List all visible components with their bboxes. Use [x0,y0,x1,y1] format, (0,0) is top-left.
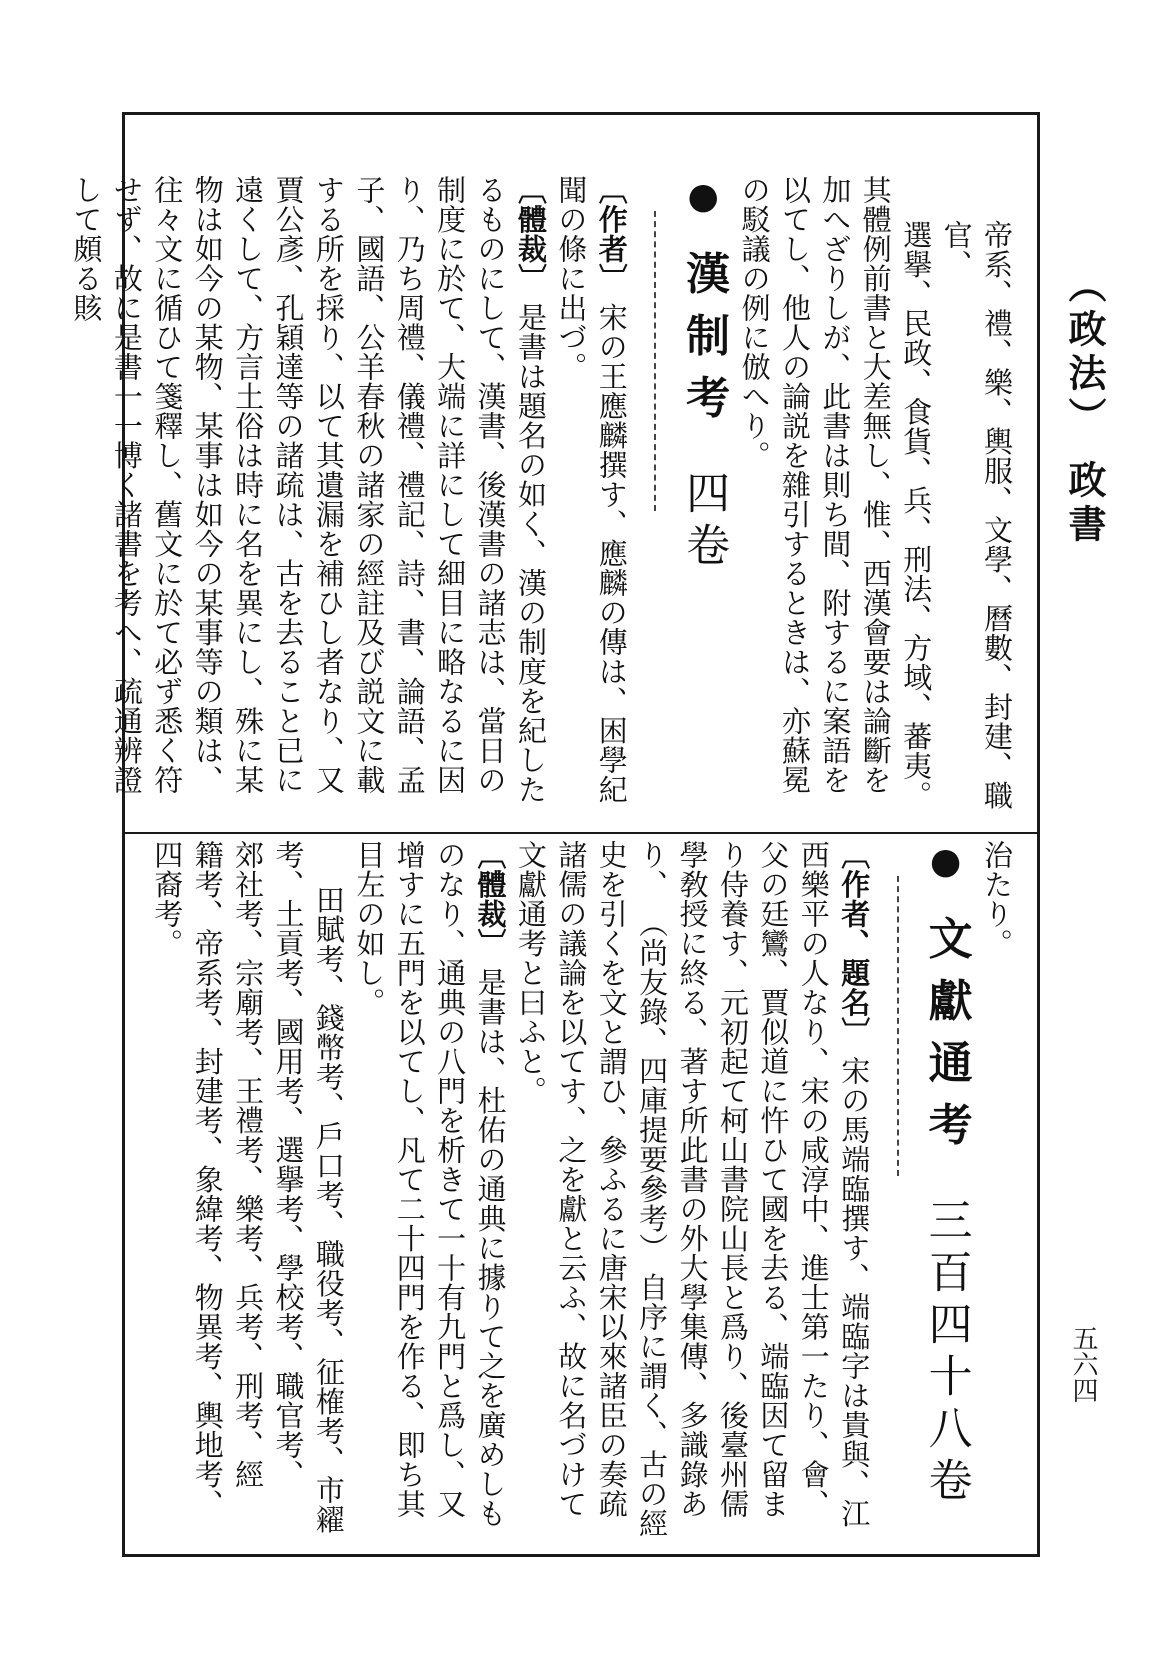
header-section: 政書 [1062,460,1107,549]
author-text-continued: 自序に謂く、古の經史を引くを文と謂ひ、參ふるに唐宋以來諸臣の奏疏諸儒の議論を以てす、之を獻と云ふ、故に名づけて文獻通考と曰ふと。 [513,840,670,1538]
lower-panel [132,840,1017,1540]
intro-line-2: 選擧、民政、食貨、兵、刑法、方域、蕃夷。 [899,220,934,810]
source-note: （尚友錄、四庫提要參考） [635,908,670,1263]
entry-title: 文獻通考 [920,915,972,1164]
wavy-rule [654,211,656,511]
header-category: （政法） [1062,265,1107,441]
page-number: 五六四 [1068,1325,1098,1403]
wavy-rule [897,876,899,1176]
running-header [1052,265,1112,565]
continuation-text: 治たり。 [980,840,1014,958]
bullet-icon: ● [682,175,725,217]
intro-line-1: 帝系、禮、樂、輿服、文學、曆數、封建、職官、 [939,220,1014,810]
body-text: 是書は題名の如く、漢の制度を紀したるものにして、漢書、後漢書の諸志は、當日の制度に於て、大端に詳にして細目に略なるに因り、乃ち周禮、儀禮、禮記、詩、書、論語、孟子、國語、公羊春秋の諸家の經註及び説文に載する所を採り、以て其遺漏を補ひし者なり、又賈公彥、孔穎達等の諸疏は、古を去ること已に遠くして、方言土俗は時に名を異にし、殊に某物は如今の某物、某事は如今の某事等の類は、往々文に循ひて箋釋し、舊文に於て必ず悉く符せず、故に是書一一博く諸書を考へ、疏通辨證して頗る賅 [69,175,548,805]
author-label: 〔作者、題名〕 [837,840,872,1047]
author-paragraph [511,840,875,1540]
entry-volumes: 三百四十八卷 [920,1196,972,1509]
author-label: 〔作者〕 [594,175,629,293]
category-line-3: 郊社考、宗廟考、王禮考、樂考、兵考、刑考、經 [231,840,266,1489]
body-text: 是書は、杜佑の通典に據りて之を廣めしものなり、通典の八門を析きて一十有九門と爲し、又增すに五門を以てし、凡て二十四門を作る、即ち其目左の如し。 [352,840,508,1529]
category-line-2: 考、土貢考、國用考、選擧考、學校考、職官考、 [271,840,306,1489]
body-label: 〔體裁〕 [513,175,548,293]
body-paragraph [66,175,551,820]
entry-volumes: 四卷 [678,469,730,574]
category-line-1: 田賦考、錢幣考、戶口考、職役考、征榷考、市糴 [311,885,346,1534]
category-line-5: 四裔考。 [150,840,185,958]
body-label: 〔體裁〕 [473,840,508,958]
author-text: 宋の王應麟撰す、應麟の傳は、困學紀聞の條に出づ。 [554,175,629,805]
intro-paragraph: 其體例前書と大差無し、惟、西漢會要は論斷を加へざりしが、此書は則ち間、附するに案語を以てし、他人の論説を雜引するときは、亦蘇冕の駁議の例に倣へり。 [737,175,893,795]
upper-panel [69,175,1017,820]
entry-heading [915,840,977,1540]
entry-title: 漢制考 [678,250,730,437]
author-text: 宋の馬端臨撰す、端臨字は貴與、江西樂平の人なり、宋の咸淳中、進士第一たり、會、父の廷鸞、賈似道に忤ひて國を去る、端臨因て留まり侍養す、元初起て柯山書院山長と爲り、後臺州儒學敎授に終る、著す所此書の外大學集傳、多識錄あり、 [635,840,872,1529]
entry-heading [672,175,734,820]
author-paragraph [551,175,632,820]
bullet-icon: ● [924,840,967,882]
body-paragraph [349,840,511,1540]
category-line-4: 籍考、帝系考、封建考、象緯考、物異考、輿地考、 [190,840,225,1519]
horizontal-divider [125,832,1037,834]
